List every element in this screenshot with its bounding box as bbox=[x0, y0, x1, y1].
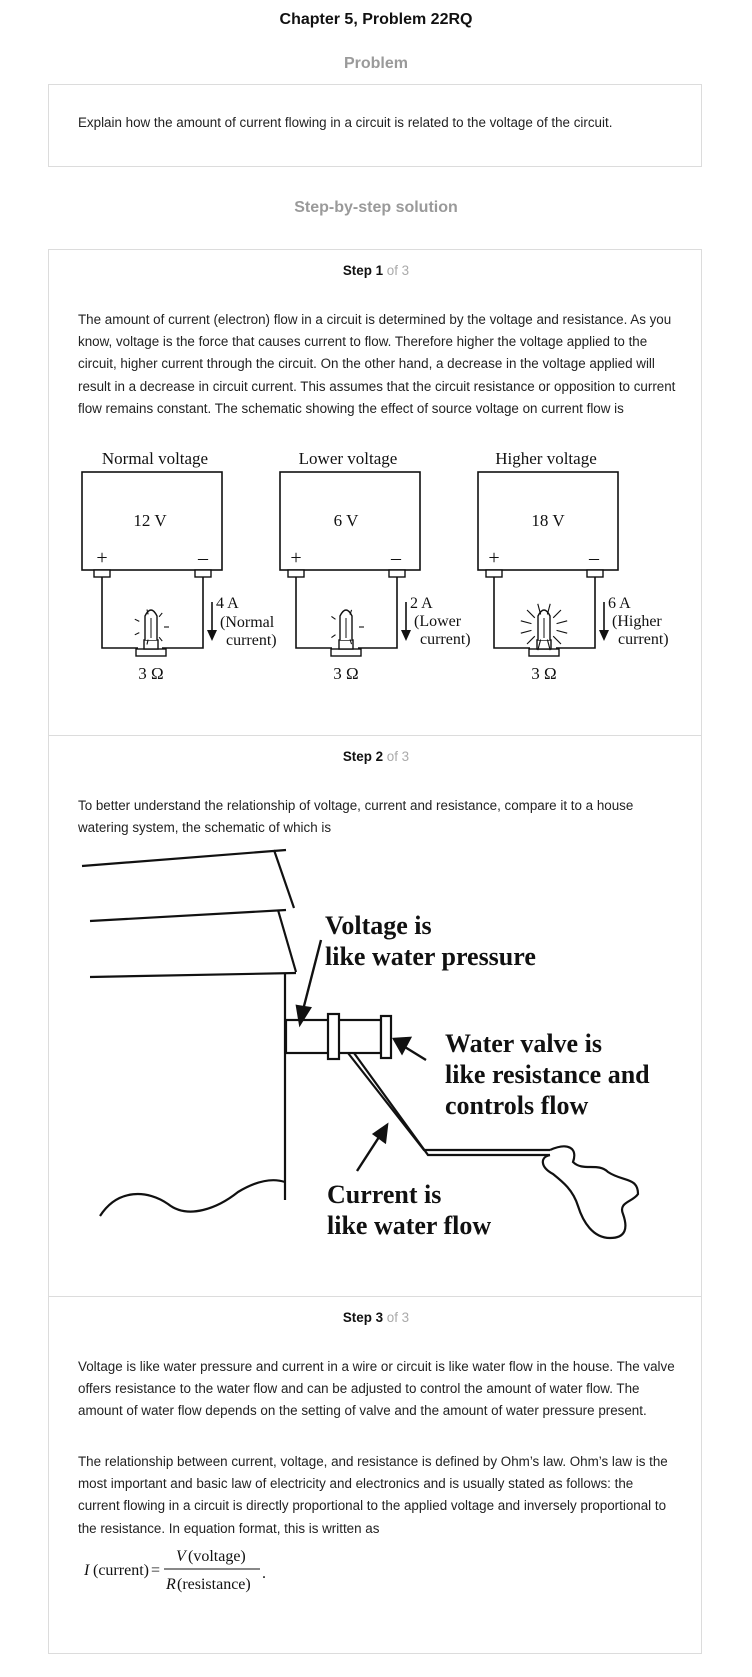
eq-end: . bbox=[262, 1565, 266, 1582]
terminal-plus bbox=[486, 570, 502, 577]
step-3-header bbox=[0, 1310, 752, 1325]
valve-caption-2: like resistance and bbox=[445, 1060, 650, 1089]
eq-num-var: V bbox=[176, 1548, 186, 1565]
solution-heading: Step-by-step solution bbox=[294, 199, 458, 216]
terminal-minus bbox=[195, 570, 211, 577]
terminal-minus bbox=[587, 570, 603, 577]
current-note-1: (Higher bbox=[612, 613, 662, 630]
resistance-label: 3 Ω bbox=[333, 664, 359, 683]
voltage-label: 6 V bbox=[333, 511, 359, 530]
eq-lhs-word: (current) bbox=[93, 1562, 149, 1579]
circuit-title: Higher voltage bbox=[495, 449, 597, 468]
voltage-label: 18 V bbox=[531, 511, 565, 530]
current-label: 4 A bbox=[216, 595, 239, 612]
chapter-title: Chapter 5, Problem 22RQ bbox=[279, 11, 473, 28]
plus-sign: + bbox=[290, 547, 302, 569]
current-caption-1: Current is bbox=[327, 1180, 442, 1209]
circuit-higher bbox=[478, 449, 669, 683]
step-2-text: To better understand the relationship of voltage, current and resistance, compare it to a house watering system, the schematic of which is bbox=[78, 798, 634, 836]
minus-sign: – bbox=[391, 547, 401, 569]
step-divider bbox=[48, 1296, 702, 1297]
voltage-caption-2: like water pressure bbox=[325, 942, 536, 971]
circuits-figure bbox=[78, 444, 698, 692]
eq-den-word: (resistance) bbox=[177, 1576, 251, 1593]
problem-heading: Problem bbox=[343, 55, 408, 72]
current-note-1: (Lower bbox=[414, 613, 462, 630]
eq-den-var: R bbox=[166, 1576, 176, 1593]
eq-lhs-var: I bbox=[84, 1562, 90, 1579]
current-note-2: current) bbox=[618, 631, 669, 648]
pointer-arrows bbox=[297, 940, 426, 1171]
plus-sign: + bbox=[96, 547, 108, 569]
plus-sign: + bbox=[488, 547, 500, 569]
circuit-title: Lower voltage bbox=[298, 449, 398, 468]
step-divider bbox=[48, 735, 702, 736]
voltage-label: 12 V bbox=[133, 511, 167, 530]
current-label: 6 A bbox=[608, 595, 631, 612]
terminal-plus bbox=[94, 570, 110, 577]
circuit-title: Normal voltage bbox=[101, 449, 209, 468]
step-1-label: Step 1 bbox=[342, 263, 384, 278]
light-bulb-icon bbox=[135, 609, 169, 656]
minus-sign: – bbox=[198, 547, 208, 569]
step-3-of: of 3 bbox=[386, 1310, 410, 1325]
step-1-of: of 3 bbox=[386, 263, 410, 278]
current-note-1: (Normal bbox=[220, 614, 275, 631]
step-3-text-1: Voltage is like water pressure and current in a wire or circuit is like water flow in the house. The valve offers resistance to the water flow and can be adjusted to control the amount of water flow. The amount of water flow depends on the setting of valve and the amount of water pressure present. bbox=[78, 1359, 675, 1419]
valve-caption-1: Water valve is bbox=[445, 1029, 602, 1058]
eq-num-word: (voltage) bbox=[188, 1548, 246, 1565]
current-label: 2 A bbox=[410, 595, 433, 612]
house-wall bbox=[82, 850, 296, 1216]
minus-sign: – bbox=[589, 547, 599, 569]
step-1-text: The amount of current (electron) flow in a circuit is determined by the voltage and resistance. As you know, voltage is the force that causes current to flow. Therefore higher the voltage applied to the circuit, higher current through the circuit. On the other hand, a decrease in the voltage applied will result in a decrease in circuit current. This assumes that the circuit resistance or opposition to current flow remains constant. The schematic showing the effect of source voltage on current flow is bbox=[78, 312, 676, 416]
step-2-label: Step 2 bbox=[342, 749, 384, 764]
voltage-caption-1: Voltage is bbox=[325, 911, 432, 940]
step-1-header bbox=[0, 263, 752, 278]
water-system-figure bbox=[78, 842, 698, 1252]
light-bulb-icon bbox=[331, 610, 364, 656]
eq-equals: = bbox=[151, 1562, 161, 1579]
terminal-plus bbox=[288, 570, 304, 577]
current-note-2: current) bbox=[226, 632, 277, 649]
step-2-of: of 3 bbox=[386, 749, 410, 764]
ohms-law-equation bbox=[80, 1544, 280, 1596]
resistance-label: 3 Ω bbox=[138, 664, 164, 683]
step-3-label: Step 3 bbox=[342, 1310, 384, 1325]
step-3-text-2: The relationship between current, voltage, and resistance is defined by Ohm’s law. Ohm’s law is the most important and basic law of electricity and electronics and is usually stated as follows: the current flowing in a circuit is directly proportional to the applied voltage and inversely proportional to the resistance. In equation format, this is written as bbox=[78, 1454, 668, 1536]
circuit-lower bbox=[280, 449, 471, 683]
current-caption-2: like water flow bbox=[327, 1211, 492, 1240]
current-note-2: current) bbox=[420, 631, 471, 648]
circuit-normal bbox=[82, 449, 277, 683]
step-2-header bbox=[0, 749, 752, 764]
problem-text: Explain how the amount of current flowing in a circuit is related to the voltage of the circuit. bbox=[78, 115, 613, 130]
terminal-minus bbox=[389, 570, 405, 577]
resistance-label: 3 Ω bbox=[531, 664, 557, 683]
valve-caption-3: controls flow bbox=[445, 1091, 589, 1120]
